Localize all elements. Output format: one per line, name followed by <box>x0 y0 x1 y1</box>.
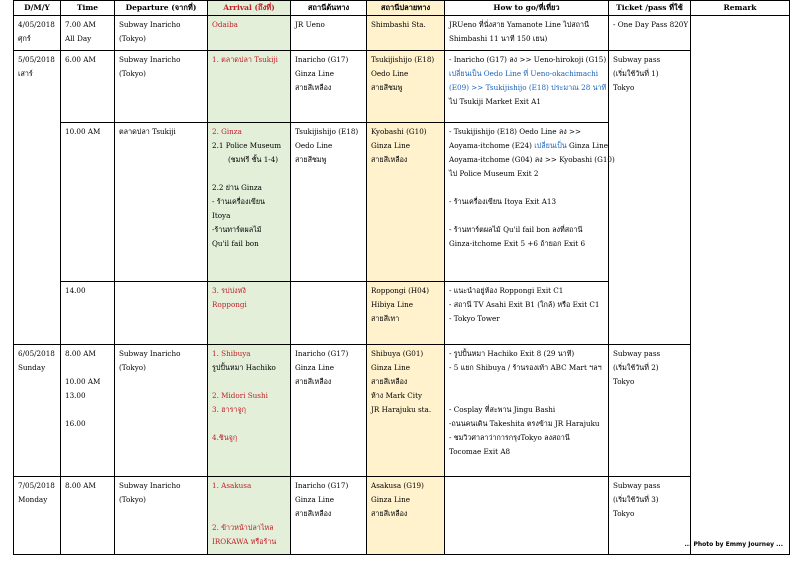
date-cell: 4/05/2018 ศุกร์ <box>14 16 61 51</box>
time-cell: 10.00 AM <box>61 123 115 282</box>
header-arrival: Arrival (ถึงที่) <box>208 1 291 16</box>
time-cell: 8.00 AM 10.00 AM 13.00 16.00 <box>61 345 115 477</box>
how-to-cell: - แนะนำอยู่ห้อง Roppongi Exit C1 - สถานี TV Asahi Exit B1 (ใกล้) หรือ Exit C1 - Tokyo Tower <box>445 282 609 345</box>
arrival-cell: 1. ตลาดปลา Tsukiji <box>208 51 291 123</box>
to-station-cell: Tsukijishijo (E18) Oedo Line สายสีชมพู <box>367 51 445 123</box>
how-to-cell: - Inaricho (G17) ลง >> Ueno-hirokoji (G15) เปลี่ยนเป็น Oedo Line ที่ Ueno-okachimachi (E09) >> Tsukijishijo (E18) ประมาณ 28 นาที ไป Tsukiji Market Exit A1 <box>445 51 609 123</box>
date-cell: 5/05/2018 เสาร์ <box>14 51 61 345</box>
ticket-cell: - One Day Pass 820Y <box>609 16 691 51</box>
to-station-cell: Kyobashi (G10) Ginza Line สายสีเหลือง <box>367 123 445 282</box>
how-to-cell: JRUeno ที่นั่งสาย Yamanote Line ไปสถานี Shimbashi 11 นาที 150 เยน) <box>445 16 609 51</box>
time-cell: 14.00 <box>61 282 115 345</box>
ticket-cell: Subway pass (เริ่มใช้วันที่ 1) Tokyo <box>609 51 691 345</box>
to-station-cell: Asakusa (G19) Ginza Line สายสีเหลือง <box>367 477 445 555</box>
ticket-cell: Subway pass (เริ่มใช้วันที่ 3) Tokyo <box>609 477 691 555</box>
date-cell: 6/05/2018 Sunday <box>14 345 61 477</box>
departure-cell: Subway Inaricho (Tokyo) <box>115 477 208 555</box>
how-to-cell: - Tsukijishijo (E18) Oedo Line ลง >> Aoyama-itchome (E24) เปลี่ยนเป็น Ginza Line Aoyama-itchome (G04) ลง >> Kyobashi (G10) ไป Police Museum Exit 2 - ร้านเครื่องเขียน Itoya Exit A13 - ร้านทาร์ตผลไม้ Qu'il fail bon ลงที่สถานี Ginza-itchome Exit 5 +6 ถ้ายอก Exit 6 <box>445 123 609 282</box>
arrival-cell: 3. รปปงหงิ Roppongi <box>208 282 291 345</box>
arrival-cell: 1. Asakusa 2. ข้าวหน้าปลาไหล IROKAWA หรือร้าน <box>208 477 291 555</box>
departure-cell: ตลาดปลา Tsukiji <box>115 123 208 282</box>
departure-cell <box>115 282 208 345</box>
itinerary-sheet <box>13 0 789 560</box>
departure-cell: Subway Inaricho (Tokyo) <box>115 345 208 477</box>
header-remark: Remark <box>691 1 790 16</box>
from-station-cell: Inaricho (G17) Ginza Line สายสีเหลือง <box>291 477 367 555</box>
header-date: D/M/Y <box>14 1 61 16</box>
ticket-cell: Subway pass (เริ่มใช้วันที่ 2) Tokyo <box>609 345 691 477</box>
from-station-cell: Tsukijishijo (E18) Oedo Line สายสีชมพู <box>291 123 367 282</box>
how-to-cell: - รูปปั้นหมา Hachiko Exit 8 (29 นาที) - 5 แยก Shibuya / ร้านรองเท้า ABC Mart ฯลฯ - Cosplay ที่สะพาน Jingu Bashi -ถนนคนเดิน Takeshita ตรงข้าม JR Harajuku - ชมวิวศาลาว่าการกรุงTokyo ลงสถานี Tocomae Exit A8 <box>445 345 609 477</box>
time-cell: 7.00 AM All Day <box>61 16 115 51</box>
itinerary-table <box>13 0 790 555</box>
time-cell: 6.00 AM <box>61 51 115 123</box>
from-station-cell <box>291 282 367 345</box>
header-from-station: สถานีต้นทาง <box>291 1 367 16</box>
arrival-cell: 1. Shibuya รูปปั้นหมา Hachiko 2. Midori Sushi 3. ฮาราจูกุ 4.ชินจูกุ <box>208 345 291 477</box>
table-row <box>14 477 790 555</box>
header-departure: Departure (จากที่) <box>115 1 208 16</box>
header-to-station: สถานีปลายทาง <box>367 1 445 16</box>
table-row <box>14 16 790 51</box>
header-ticket: Ticket /pass ที่ใช้ <box>609 1 691 16</box>
arrival-cell: Odaiba <box>208 16 291 51</box>
header-time: Time <box>61 1 115 16</box>
remark-cell <box>684 16 790 555</box>
time-cell: 8.00 AM <box>61 477 115 555</box>
from-station-cell: Inaricho (G17) Ginza Line สายสีเหลือง <box>291 51 367 123</box>
from-station-cell: Inaricho (G17) Ginza Line สายสีเหลือง <box>291 345 367 477</box>
to-station-cell: Roppongi (H04) Hibiya Line สายสีเทา <box>367 282 445 345</box>
to-station-cell: Shibuya (G01) Ginza Line สายสีเหลือง ห้าง Mark City JR Harajuku sta. <box>367 345 445 477</box>
to-station-cell: Shimbashi Sta. <box>367 16 445 51</box>
table-row <box>14 345 790 477</box>
departure-cell: Subway Inaricho (Tokyo) <box>115 16 208 51</box>
date-cell: 7/05/2018 Monday <box>14 477 61 555</box>
header-row <box>14 1 790 16</box>
header-how-to: How to go/ที่เที่ยว <box>445 1 609 16</box>
how-to-cell <box>445 477 609 555</box>
from-station-cell: JR Ueno <box>291 16 367 51</box>
arrival-cell: 2. Ginza 2.1 Police Museum (ชมฟรี ชั้น 1-4) 2.2 ย่าน Ginza - ร้านเครื่องเขียน Itoya -ร้านทาร์ตผลไม้ Qu'il fail bon <box>208 123 291 282</box>
departure-cell: Subway Inaricho (Tokyo) <box>115 51 208 123</box>
photo-credit: ... Photo by Emmy Journey ... <box>684 541 783 548</box>
table-row <box>14 51 790 123</box>
